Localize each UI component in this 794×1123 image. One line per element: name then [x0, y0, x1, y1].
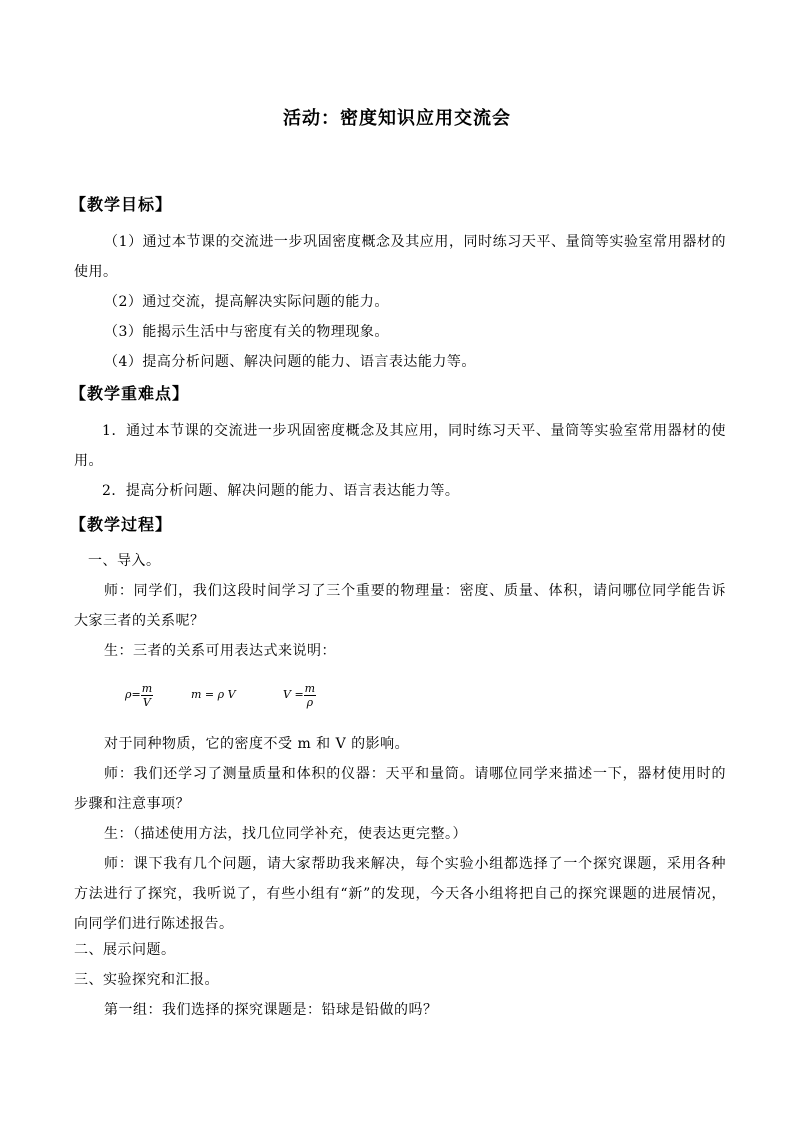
formula-density-numerator: m	[141, 681, 153, 695]
process-paragraph-1: 师：同学们，我们这段时间学习了三个重要的物理量：密度、质量、体积，请问哪位同学能告诉大家三者的关系呢？	[74, 583, 726, 629]
difficulty-item-2: 2．提高分析问题、解决问题的能力、语言表达能力等。	[102, 483, 460, 499]
page-title: 活动：密度知识应用交流会	[283, 108, 511, 129]
process-section-2: 二、展示问题。	[74, 942, 176, 958]
formula-volume	[283, 678, 316, 712]
formula-volume-left: V =	[283, 688, 304, 701]
goal-item-3: （3）能揭示生活中与密度有关的物理现象。	[104, 324, 389, 340]
process-paragraph-6: 师：课下我有几个问题，请大家帮助我来解决，每个实验小组都选择了一个探究课题，采用各种方法进行了探究，我听说了，有些小组有“新”的发现，今天各小组将把自己的探究课题的进展情况，向同学们进行陈述报告。	[74, 856, 726, 932]
goal-item-2: （2）通过交流，提高解决实际问题的能力。	[104, 294, 389, 310]
formula-mass: m = ρ V	[191, 688, 236, 701]
heading-teaching-process: 【教学过程】	[70, 515, 173, 534]
goal-item-1: （1）通过本节课的交流进一步巩固密度概念及其应用，同时练习天平、量筒等实验室常用器材的使用。	[74, 234, 726, 280]
formula-volume-numerator: m	[304, 681, 316, 695]
process-paragraph-3: 对于同种物质，它的密度不受 m 和 V 的影响。	[104, 736, 410, 752]
heading-teaching-goals: 【教学目标】	[70, 195, 173, 214]
formula-density-fraction	[141, 682, 153, 709]
formula-volume-fraction	[304, 682, 316, 709]
process-paragraph-5: 生：（描述使用方法，找几位同学补充，使表达更完整。）	[104, 826, 467, 842]
formula-density-denominator: V	[142, 695, 151, 709]
heading-key-difficulties: 【教学重难点】	[70, 384, 190, 403]
process-paragraph-2: 生：三者的关系可用表达式来说明：	[104, 643, 336, 659]
goal-item-4: （4）提高分析问题、解决问题的能力、语言表达能力等。	[104, 354, 476, 370]
process-paragraph-4: 师：我们还学习了测量质量和体积的仪器：天平和量筒。请哪位同学来描述一下，器材使用时的步骤和注意事项？	[74, 766, 726, 812]
process-section-3: 三、实验探究和汇报。	[74, 972, 219, 988]
formula-density	[125, 678, 153, 712]
difficulty-item-1: 1．通过本节课的交流进一步巩固密度概念及其应用，同时练习天平、量筒等实验室常用器材的使用。	[74, 423, 726, 469]
process-paragraph-7: 第一组：我们选择的探究课题是：铅球是铅做的吗？	[104, 1002, 438, 1018]
formula-density-left: ρ=	[125, 688, 141, 701]
formula-volume-denominator: ρ	[306, 695, 314, 709]
process-intro: 一、导入。	[88, 553, 161, 569]
